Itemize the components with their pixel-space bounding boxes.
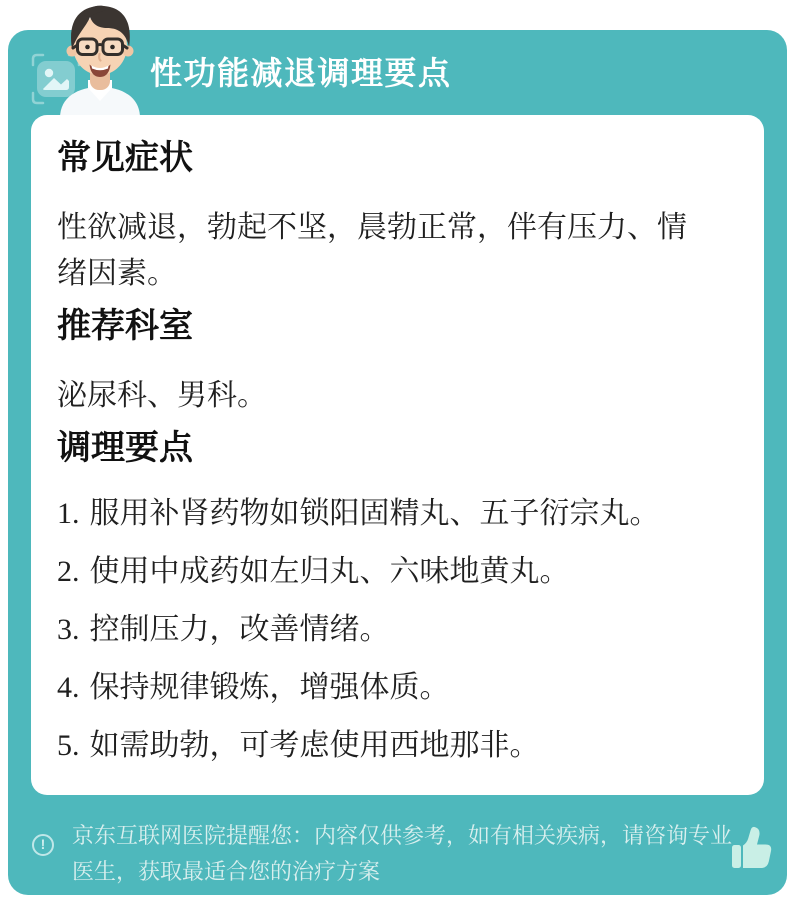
thumbs-up-icon[interactable] — [730, 823, 772, 871]
section-heading-department: 推荐科室 — [57, 307, 193, 345]
list-item-number: 3. — [57, 613, 80, 646]
list-item-number: 4. — [57, 671, 80, 704]
list-item-number: 2. — [57, 555, 80, 588]
list-item — [57, 491, 738, 537]
points-list — [57, 491, 738, 769]
disclaimer-text: 京东互联网医院提醒您：内容仅供参考，如有相关疾病，请咨询专业医生，获取最适合您的治疗方案 — [72, 823, 733, 884]
doctor-avatar — [52, 2, 148, 118]
list-item-text: 服用补肾药物如锁阳固精丸、五子衍宗丸。 — [89, 497, 660, 530]
list-item — [57, 549, 738, 595]
list-item-text: 保持规律锻炼，增强体质。 — [89, 671, 450, 704]
list-item — [57, 607, 738, 653]
list-item-text: 控制压力，改善情绪。 — [89, 613, 390, 646]
teal-banner — [8, 30, 787, 895]
list-item-number: 1. — [57, 497, 80, 530]
page-title: 性功能减退调理要点 — [150, 55, 452, 91]
symptoms-text: 性欲减退，勃起不坚，晨勃正常，伴有压力、情绪因素。 — [57, 211, 687, 290]
list-item-number: 5. — [57, 729, 80, 762]
info-icon — [32, 834, 54, 856]
section-heading-points: 调理要点 — [57, 429, 193, 467]
list-item-text: 如需助勃，可考虑使用西地那非。 — [89, 729, 540, 762]
department-text: 泌尿科、男科。 — [57, 379, 267, 412]
list-item — [57, 723, 738, 769]
list-item-text: 使用中成药如左归丸、六味地黄丸。 — [89, 555, 570, 588]
content-card — [31, 115, 764, 795]
list-item — [57, 665, 738, 711]
section-heading-symptoms: 常见症状 — [57, 139, 193, 177]
